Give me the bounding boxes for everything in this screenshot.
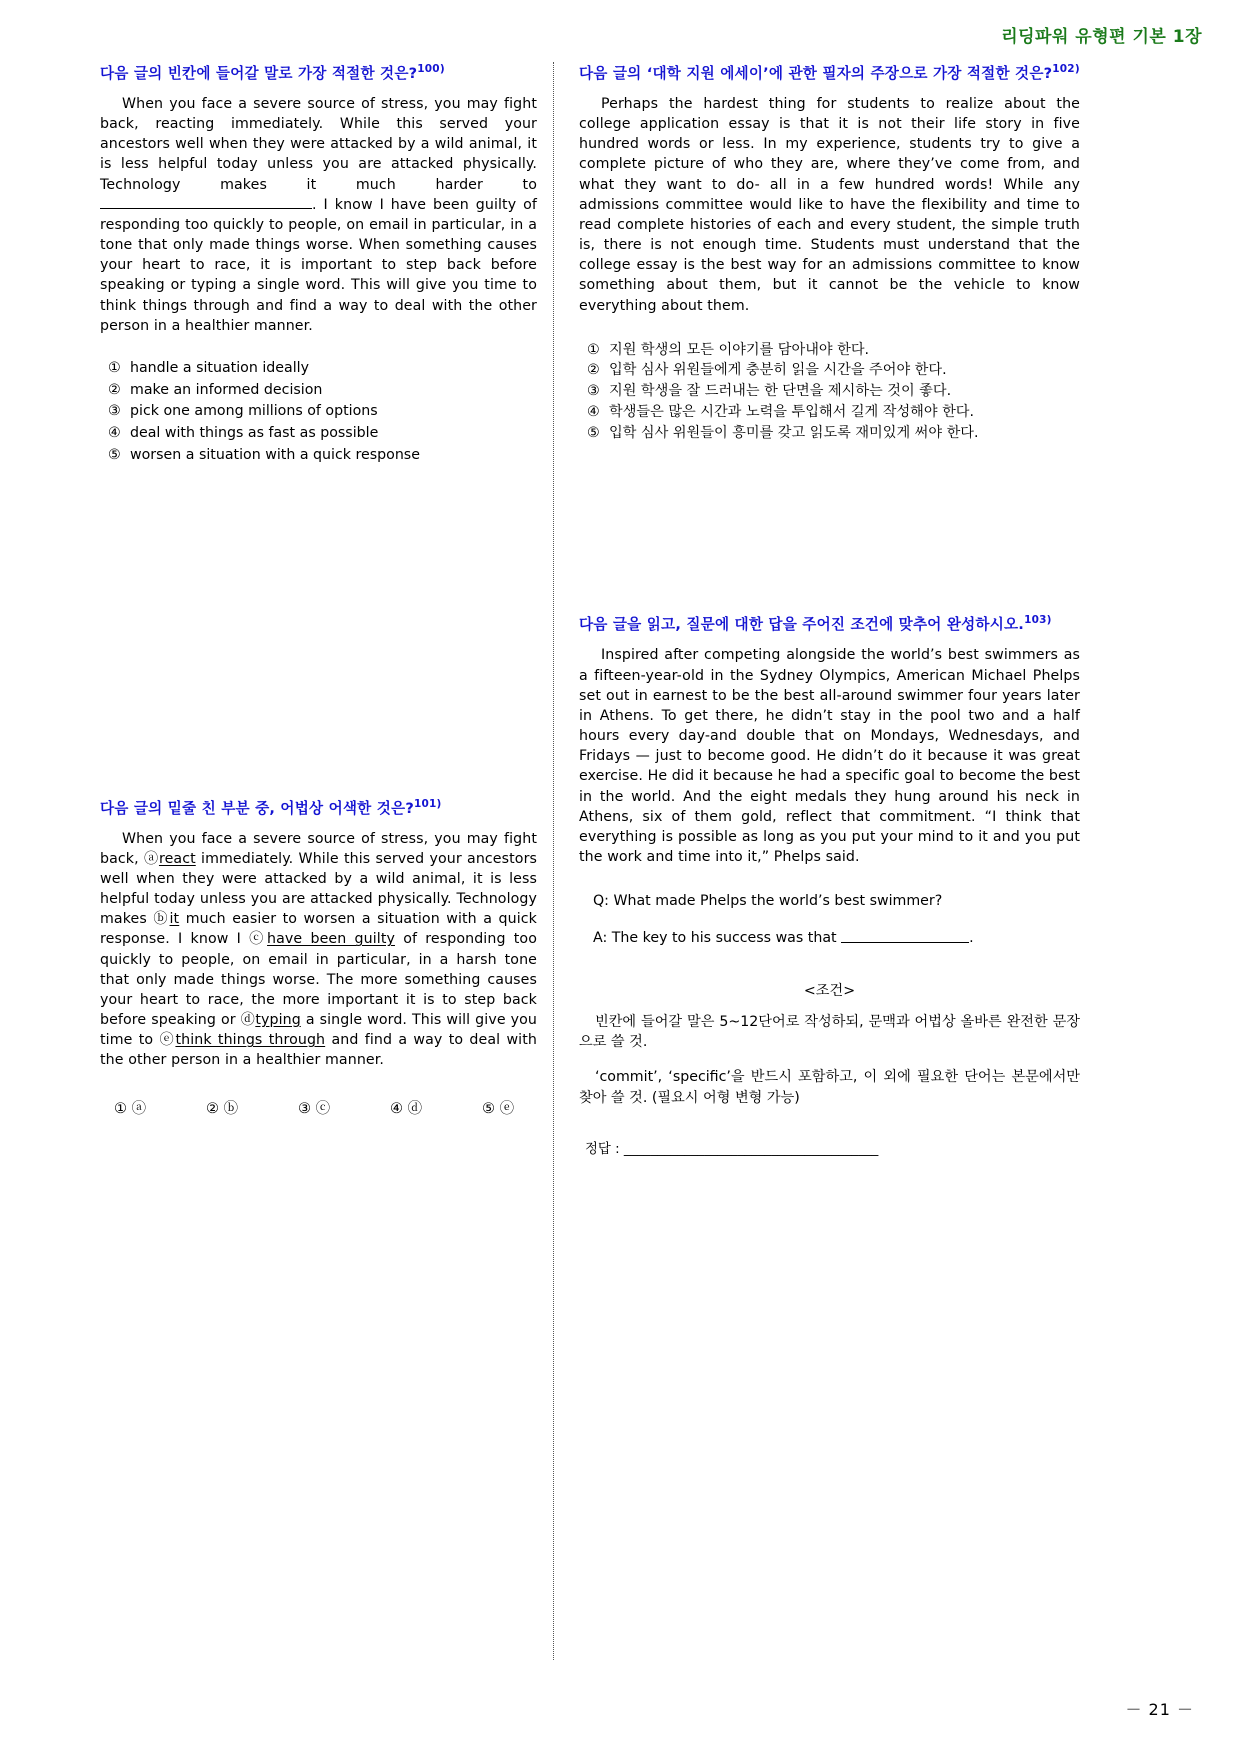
underline-marker-b: ⓑ: [153, 911, 170, 928]
question-103-title: [579, 613, 1080, 635]
choice-item[interactable]: [587, 423, 1080, 444]
choice-marker: ⑤: [108, 446, 121, 463]
answer-option[interactable]: [206, 1097, 298, 1118]
question-101-title-text: 다음 글의 밑줄 친 부분 중, 어법상 어색한 것은?: [100, 799, 415, 817]
choice-item[interactable]: [108, 380, 537, 401]
answer-option-marker: ③: [298, 1100, 311, 1117]
choice-marker: ④: [587, 403, 600, 420]
right-column: [555, 62, 1110, 1662]
choice-item[interactable]: [108, 423, 537, 444]
question-101: [100, 797, 537, 1118]
page-number: － 21 －: [1125, 1700, 1194, 1719]
answer-option-marker: ⑤: [482, 1100, 495, 1117]
choice-text: 지원 학생을 잘 드러내는 한 단면을 제시하는 것이 좋다.: [609, 383, 952, 400]
choice-text: 학생들은 많은 시간과 노력을 투입해서 길게 작성해야 한다.: [609, 403, 975, 420]
choice-marker: ③: [108, 403, 121, 420]
answer-option-letter: ⓓ: [407, 1100, 423, 1117]
question-103-title-text: 다음 글을 읽고, 질문에 대한 답을 주어진 조건에 맞추어 완성하시오.: [579, 616, 1025, 634]
q101-seg4: of responding too quickly to people, on email in particular, in a harsh tone that only made things worse. The more something causes your heart to race, the more important it is to step back before speaking or: [100, 931, 537, 1029]
condition-heading: <조건>: [803, 982, 856, 999]
question-100-number: 100): [417, 63, 445, 75]
answer-option[interactable]: [298, 1097, 390, 1118]
choice-item[interactable]: [108, 401, 537, 422]
choice-item[interactable]: [587, 381, 1080, 402]
answer-option-marker: ①: [114, 1100, 127, 1117]
answer-option[interactable]: [390, 1097, 482, 1118]
choice-text: handle a situation ideally: [130, 359, 309, 376]
choice-item[interactable]: [587, 402, 1080, 423]
underline-marker-a: ⓐ: [144, 850, 159, 867]
answer-option-marker: ④: [390, 1100, 403, 1117]
choice-marker: ④: [108, 425, 121, 442]
underline-marker-c: ⓒ: [249, 931, 268, 948]
choice-marker: ③: [587, 383, 600, 400]
choice-text: 입학 심사 위원들에게 충분히 읽을 시간을 주어야 한다.: [609, 362, 947, 379]
q101-seg6: and find a way to deal with the other person in a healthier manner.: [100, 1032, 537, 1069]
condition-item-2-text: ‘commit’, ‘specific’을 반드시 포함하고, 이 외에 필요한 단어는 본문에서만 찾아 쓸 것. (필요시 어형 변형 가능): [579, 1068, 1080, 1106]
choice-text: make an informed decision: [130, 381, 323, 398]
question-100-passage-part1: When you face a severe source of stress, you may fight back, reacting immediately. While this served your ancestors well when they were attacked by a wild animal, it is less helpful today unless you are attacked physically. Technology makes it much harder to: [100, 96, 537, 193]
question-103: [579, 613, 1080, 1157]
question-101-answer-row: [100, 1097, 537, 1118]
question-100-choices: [100, 358, 537, 466]
question-100: [100, 62, 537, 466]
question-103-a-label: A: The key to his success was that: [593, 930, 837, 947]
choice-item[interactable]: [108, 445, 537, 466]
q101-seg5: a single word. This will give you time to: [100, 1012, 537, 1049]
question-100-title-text: 다음 글의 빈칸에 들어갈 말로 가장 적절한 것은?: [100, 64, 418, 82]
choice-item[interactable]: [108, 358, 537, 379]
condition-item-1: [579, 1012, 1080, 1053]
choice-text: deal with things as fast as possible: [130, 425, 379, 442]
underlined-phrase-b[interactable]: it: [169, 911, 180, 928]
question-102-passage-text: Perhaps the hardest thing for students to realize about the college application essay is that it is not their life story in five hundred words or less. In my experience, students try to give a complete picture of who they are, where they’ve come from, and what they want to do- all in a few hundred words! While any admissions committee would like to have the flexibility and time to read complete histories of each and every student, the simple truth is, there is not enough time. Students must understand that the college essay is the best way for an admissions committee to know something about them, but it cannot be the vehicle to know everything about them.: [579, 96, 1080, 314]
vertical-spacer: [579, 443, 1080, 613]
question-101-passage: [100, 829, 537, 1071]
question-102-title: [579, 62, 1080, 84]
choice-text: 입학 심사 위원들이 흥미를 갖고 읽도록 재미있게 써야 한다.: [609, 424, 979, 441]
question-102-passage: [579, 94, 1080, 316]
condition-item-2: [579, 1067, 1080, 1108]
answer-option-letter: ⓒ: [315, 1100, 331, 1117]
q101-seg1: When you face a severe source of stress, you may fight back,: [100, 830, 537, 867]
answer-option-letter: ⓔ: [499, 1100, 515, 1117]
underline-marker-e: ⓔ: [159, 1032, 176, 1049]
question-102: [579, 62, 1080, 443]
answer-prefix-label: 정답 :: [585, 1142, 624, 1158]
question-103-passage: [579, 645, 1080, 867]
question-103-q-line: Q: What made Phelps the world’s best swimmer?: [593, 893, 943, 910]
underlined-phrase-e[interactable]: think things through: [175, 1032, 326, 1049]
choice-marker: ①: [108, 359, 121, 376]
vertical-spacer: [100, 467, 537, 797]
question-101-title: [100, 797, 537, 819]
fill-in-blank-line: [100, 195, 312, 209]
underlined-phrase-d[interactable]: typing: [255, 1012, 301, 1029]
answer-blank-underscores: ______________________________________: [623, 1142, 879, 1158]
question-103-a-suffix: .: [969, 930, 974, 947]
question-103-number: 103): [1024, 614, 1052, 627]
question-100-passage: [100, 94, 537, 336]
choice-item[interactable]: [587, 360, 1080, 381]
choice-text: 지원 학생의 모든 이야기를 담아내야 한다.: [609, 341, 870, 358]
answer-option-marker: ②: [206, 1100, 219, 1117]
q101-seg2: immediately. While this served your ancestors well when they were attacked by a wild animal, it is less helpful today unless you are attacked physically. Technology makes: [100, 850, 537, 928]
choice-text: pick one among millions of options: [130, 403, 378, 420]
two-column-body: [0, 62, 1240, 1662]
question-100-title: [100, 62, 537, 84]
left-column: [0, 62, 555, 1662]
answer-option[interactable]: [114, 1097, 206, 1118]
answer-option-letter: ⓐ: [131, 1100, 147, 1117]
choice-item[interactable]: [587, 340, 1080, 361]
question-102-title-text: 다음 글의 ‘대학 지원 에세이’에 관한 필자의 주장으로 가장 적절한 것은?: [579, 64, 1053, 82]
question-100-passage-part2: . I know I have been guilty of responding too quickly to people, on email in particular, in a tone that only made things worse. When something causes your heart to race, it is important to step back before speaking or typing a single word. This will give you time to think things through and find a way to deal with the other person in a healthier manner.: [100, 196, 537, 334]
question-103-a-line: [579, 928, 1080, 949]
condition-item-1-text: 빈칸에 들어갈 말은 5~12단어로 작성하되, 문맥과 어법상 올바른 완전한 문장으로 쓸 것.: [579, 1013, 1080, 1051]
choice-text: worsen a situation with a quick response: [130, 446, 420, 463]
choice-marker: ②: [108, 381, 121, 398]
q101-seg3: much easier to worsen a situation with a quick response. I know I: [100, 911, 537, 948]
page-header-title: 리딩파워 유형편 기본 1장: [1001, 27, 1202, 47]
question-102-number: 102): [1052, 63, 1080, 75]
choice-marker: ①: [587, 341, 600, 358]
answer-option-letter: ⓑ: [223, 1100, 239, 1117]
answer-write-line[interactable]: [579, 1138, 1080, 1157]
underlined-phrase-a[interactable]: react: [158, 850, 196, 867]
underlined-phrase-c[interactable]: have been guilty: [267, 931, 395, 948]
question-102-choices: [579, 340, 1080, 444]
underline-marker-d: ⓓ: [240, 1012, 256, 1029]
question-103-passage-text: Inspired after competing alongside the world’s best swimmers as a fifteen-year-old in the Sydney Olympics, American Michael Phelps set out in earnest to be the best all-around swimmer four years later in Athens. To get there, he didn’t stay in the pool two and a half hours every day-and double that on Mondays, Wednesdays, and Fridays — just to become good. He didn’t do it because it was great exercise. He did it because he had a specific goal to become the best in the world. And the eight medals they hung around his neck in Athens, six of them gold, reflect that commitment. “I think that everything is possible as long as you put your mind to it and you put the work and time into it,” Phelps said.: [579, 647, 1080, 865]
choice-marker: ②: [587, 362, 600, 379]
choice-marker: ⑤: [587, 424, 600, 441]
question-101-number: 101): [414, 797, 442, 810]
answer-fill-blank[interactable]: [841, 928, 969, 942]
